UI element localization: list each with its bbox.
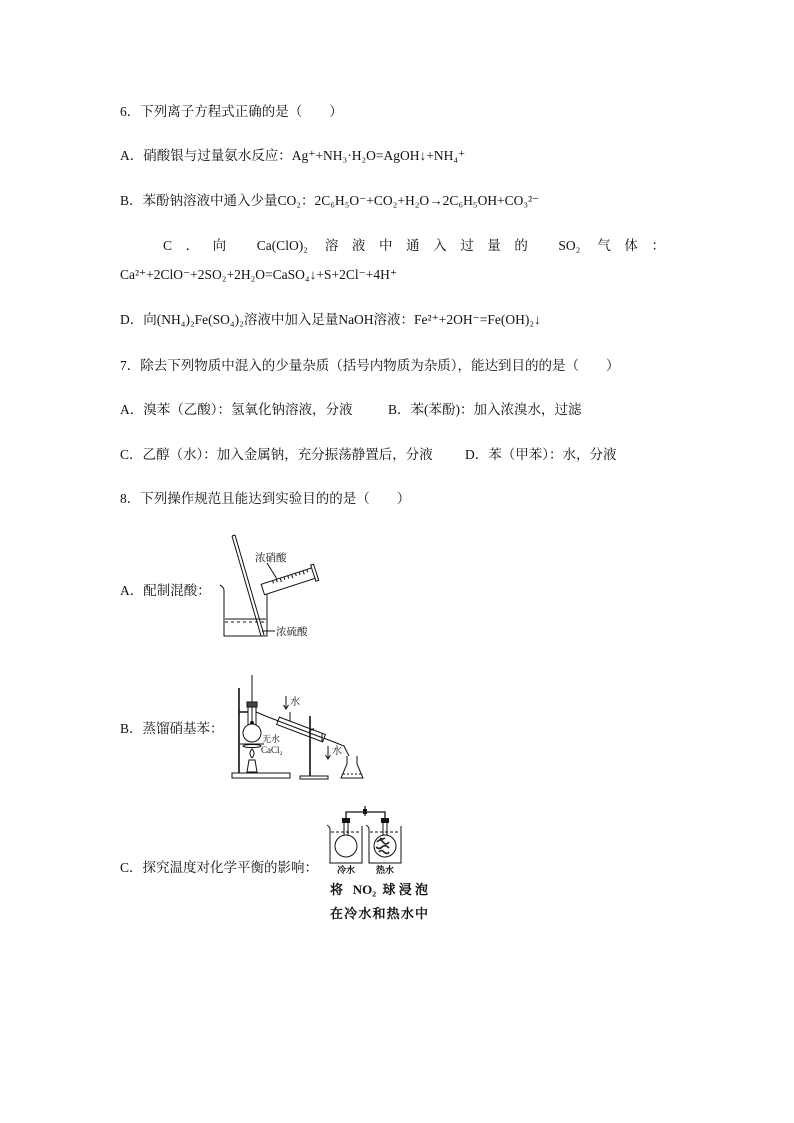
graduated-cylinder: [260, 564, 319, 597]
figure-c-caption-line1: 将 NO₂ 球浸泡: [330, 882, 428, 897]
q7-option-b: B．苯(苯酚)：加入浓溴水，过滤: [388, 402, 582, 417]
burner: [247, 760, 257, 772]
q7-option-d: D．苯（甲苯）：水，分液: [465, 447, 617, 462]
label-top-leader: [267, 563, 277, 579]
receiving-flask: [341, 756, 363, 778]
q6-option-c-line2: Ca²⁺+2ClO⁻+2SO₂+2H₂O=CaSO₄↓+S+2Cl⁻+4H⁺: [120, 267, 397, 282]
drying-label-2: CaCl₂: [261, 745, 283, 755]
no2-equilibrium-figure: [326, 806, 406, 876]
beaker: [220, 585, 267, 636]
label-nitric-acid: 浓硝酸: [255, 553, 287, 564]
q6-stem: 6．下列离子方程式正确的是（ ）: [120, 104, 343, 119]
label-sulfuric-acid: 浓硫酸: [276, 627, 308, 638]
stopper-hot: [381, 818, 389, 823]
q6-option-a: A．硝酸银与过量氨水反应：Ag⁺+NH₃·H₂O=AgOH↓+NH₄⁺: [120, 148, 466, 163]
water-label-1: 水: [290, 697, 300, 708]
stopper-cold: [342, 818, 350, 823]
iron-ring: [243, 745, 261, 748]
distillation-figure: [226, 672, 376, 786]
drying-label-1: 无水: [262, 734, 281, 744]
water-label-2: 水: [332, 746, 342, 757]
glass-rod: [232, 536, 261, 636]
q7-option-c: C．乙醇（水）：加入金属钠，充分振荡静置后，分液: [120, 447, 433, 462]
q6-option-d: D．向(NH₄)₂Fe(SO₄)₂溶液中加入足量NaOH溶液：Fe²⁺+2OH⁻=Fe(OH)₂↓: [120, 312, 541, 327]
q7-stem: 7．除去下列物质中混入的少量杂质（括号内物质为杂质），能达到目的的是（ ）: [120, 358, 620, 373]
q7-option-a: A．溴苯（乙酸）：氢氧化钠溶液，分液: [120, 402, 353, 417]
stand-base-2: [300, 776, 328, 779]
distilling-flask: [243, 724, 261, 742]
cold-water-label: 冷水: [336, 865, 356, 875]
q8-option-a-label: A．配制混酸：: [120, 583, 211, 598]
side-arm: [256, 712, 268, 717]
mixing-acid-figure: [215, 532, 325, 644]
q8-stem: 8．下列操作规范且能达到实验目的的是（ ）: [120, 491, 411, 506]
bulb-cold: [335, 835, 357, 857]
stopper: [247, 702, 257, 707]
q8-option-b-label: B．蒸馏硝基苯：: [120, 721, 224, 736]
hot-water-label: 热水: [375, 865, 395, 875]
clamp-2: [310, 729, 314, 730]
q8-option-c-label: C．探究温度对化学平衡的影响：: [120, 860, 319, 875]
stand-base-1: [232, 773, 290, 778]
q6-option-b: B．苯酚钠溶液中通入少量CO₂：2C₆H₅O⁻+CO₂+H₂O→2C₆H₅OH+CO₃²⁻: [120, 193, 540, 208]
figure-c-caption-line2: 在冷水和热水中: [330, 906, 428, 921]
q6-option-c-line1: C．向 Ca(ClO)₂ 溶液中通入过量的 SO₂ 气体：: [163, 238, 665, 253]
flame: [250, 749, 254, 758]
